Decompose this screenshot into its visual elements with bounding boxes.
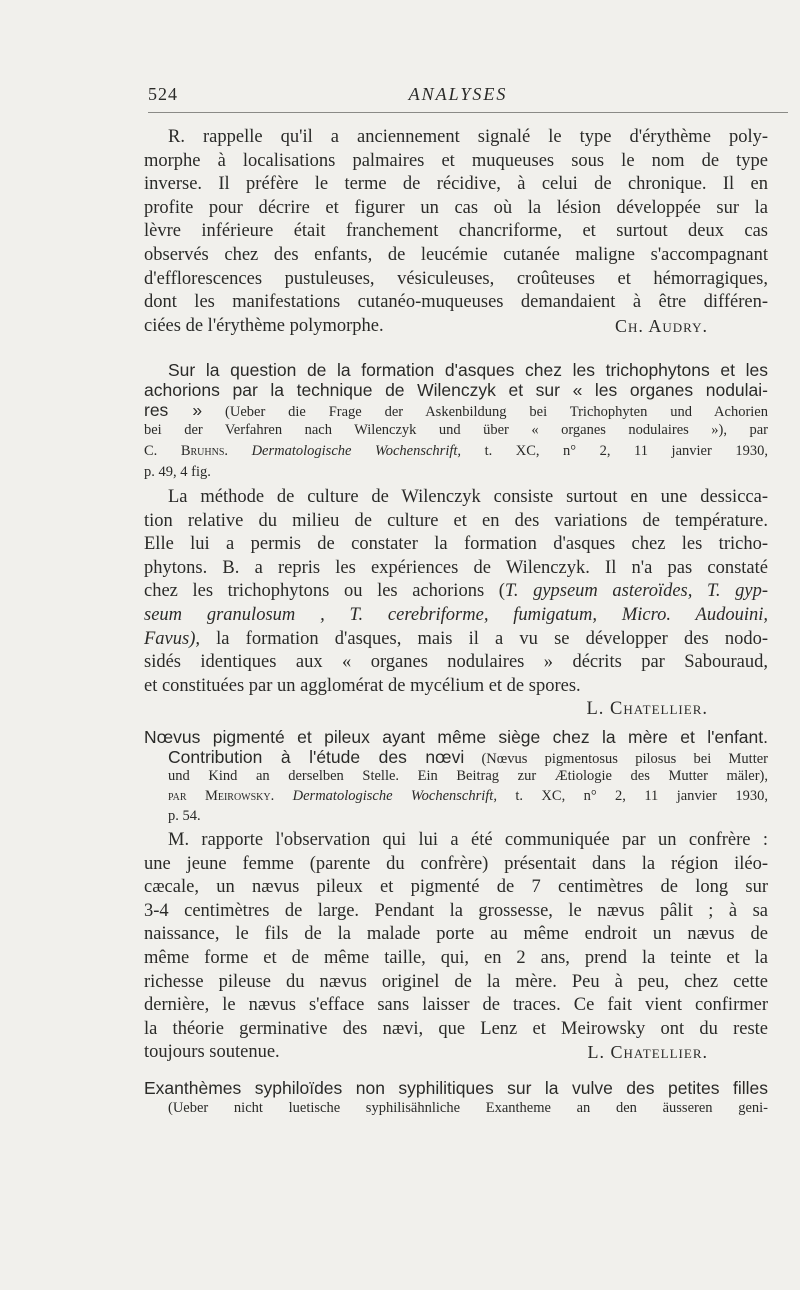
section-4-reference — [144, 1098, 768, 1118]
title-line: achorions par la technique de Wilenczyk et sur « les organes nodulai- — [144, 380, 768, 400]
text-line: cæcale, un nævus pileux et pigmenté de 7 centimètres de long sur — [144, 877, 768, 898]
section-2-title — [144, 360, 768, 426]
page-number: 524 — [148, 84, 178, 104]
text-line: naissance, le fils de la malade porte au même endroit un nævus de — [144, 924, 768, 945]
reference-line: (Ueber nicht luetische syphilisähnliche Exantheme an den äusseren geni- — [168, 1100, 768, 1116]
header-rule — [148, 112, 788, 113]
text-line: inverse. Il préfère le terme de récidive, à celui de chronique. Il en — [144, 174, 768, 195]
section-4-title — [144, 1078, 768, 1098]
text-line: une jeune femme (parente du confrère) présentait dans la région iléo- — [144, 853, 768, 874]
species-line: seum granulosum , T. cerebriforme, fumigatum, Micro. Audouini, — [144, 604, 768, 625]
last-line-with-signature — [144, 1041, 768, 1065]
text-line: Elle lui a permis de constater la formation d'asques chez les tricho- — [144, 534, 768, 555]
text-line: et constituées par un agglomérat de mycélium et de spores. — [144, 675, 581, 696]
text-line — [144, 580, 768, 604]
text-fragment: la formation d'asques, mais il a vu se développer des nodo- — [200, 628, 768, 649]
reference-line: und Kind an derselben Stelle. Ein Beitrag zur Ætiologie des Mutter mäler), — [168, 768, 768, 784]
journal: Dermatologische Wochenschrift, — [228, 443, 462, 459]
title-line: Nœvus pigmenté et pileux ayant même siège chez la mère et l'enfant. — [144, 727, 768, 747]
last-line-with-signature — [144, 315, 768, 339]
reference-detail: t. XC, n° 2, 11 janvier 1930, — [496, 788, 768, 804]
section-3-body — [144, 829, 768, 1065]
text-line: phytons. B. a repris les expériences de Wilenczyk. Il n'a pas constaté — [144, 557, 768, 578]
text-line: M. rapporte l'observation qui lui a été communiquée par un confrère : — [168, 830, 768, 850]
reference-fragment: (Nœvus pigmentosus pilosus bei Mutter — [464, 751, 768, 767]
journal: Dermatologische Wochenschrift, — [274, 788, 497, 804]
text-line: 3-4 centimètres de large. Pendant la grossesse, le nævus pâlit ; à sa — [144, 900, 768, 921]
reference-line: p. 54. — [168, 808, 201, 824]
text-line: profite pour décrire et figurer un cas où la lésion développée sur la — [144, 197, 768, 218]
title-line: Sur la question de la formation d'asques chez les trichophytons et les — [168, 360, 768, 380]
text-fragment: chez les trichophytons ou les achorions ( — [144, 581, 505, 602]
text-line: dont les manifestations cutanéo-muqueuses demandaient à être différen- — [144, 292, 768, 313]
text-line: richesse pileuse du nævus originel de la mère. Peu à peu, chez cette — [144, 971, 768, 992]
text-line — [144, 628, 768, 652]
section-2-body — [144, 486, 768, 722]
text-line: dernière, le nævus s'efface sans laisser de traces. Ce fait vient confirmer — [144, 995, 768, 1016]
section-2-reference — [144, 420, 768, 483]
text-line: La méthode de culture de Wilenczyk consiste surtout en une dessicca- — [168, 487, 768, 507]
reference-line: bei der Verfahren nach Wilenczyk und über « organes nodulaires »), par — [144, 422, 768, 438]
reference-fragment: (Ueber die Frage der Askenbildung bei Trichophyten und Achorien — [202, 404, 768, 420]
section-3-reference — [144, 766, 768, 826]
text-line: même forme et de même taille, qui, en 2 ans, prend la teinte et la — [144, 947, 768, 968]
text-line: la théorie germinative des nævi, que Lenz et Meirowsky ont du reste — [144, 1018, 768, 1039]
text-line: lèvre inférieure était franchement chancriforme, et surtout deux cas — [144, 221, 768, 242]
section-1-body — [144, 126, 768, 338]
reference-line — [144, 441, 768, 462]
reference-line — [144, 786, 768, 806]
signature: L. Chatellier. — [586, 699, 708, 720]
reference-line: p. 49, 4 fig. — [144, 464, 211, 480]
running-head — [148, 84, 768, 114]
text-line: d'efflorescences pustuleuses, vésiculeuses, croûteuses et hémorragiques, — [144, 268, 768, 289]
author: C. Bruhns. — [144, 443, 229, 459]
species-fragment: Favus), — [144, 628, 200, 649]
signature: L. Chatellier. — [587, 1042, 708, 1063]
species-list: T. gypseum asteroïdes, T. gyp- — [504, 581, 768, 602]
text-line: sidés identiques aux « organes nodulaires » décrits par Sabouraud, — [144, 652, 768, 673]
title-fragment: res » — [144, 400, 203, 420]
title-line: Exanthèmes syphiloïdes non syphilitiques sur la vulve des petites filles — [144, 1078, 768, 1098]
signature: Ch. Audry. — [614, 315, 708, 336]
running-title: ANALYSES — [408, 84, 508, 104]
author: par Meirowsky. — [168, 788, 275, 804]
text-line: tion relative du milieu de culture et en des variations de température. — [144, 510, 768, 531]
text-line: toujours soutenue. — [144, 1042, 280, 1063]
text-line: R. rappelle qu'il a anciennement signalé le type d'érythème poly- — [168, 127, 768, 147]
text-line: ciées de l'érythème polymorphe. — [144, 315, 384, 336]
title-fragment: Contribution à l'étude des nœvi — [168, 747, 465, 767]
text-line: morphe à localisations palmaires et muqueuses sous le nom de type — [144, 150, 768, 171]
text-line: observés chez des enfants, de leucémie cutanée maligne s'accompagnant — [144, 244, 768, 265]
reference-detail: t. XC, n° 2, 11 janvier 1930, — [461, 443, 768, 459]
